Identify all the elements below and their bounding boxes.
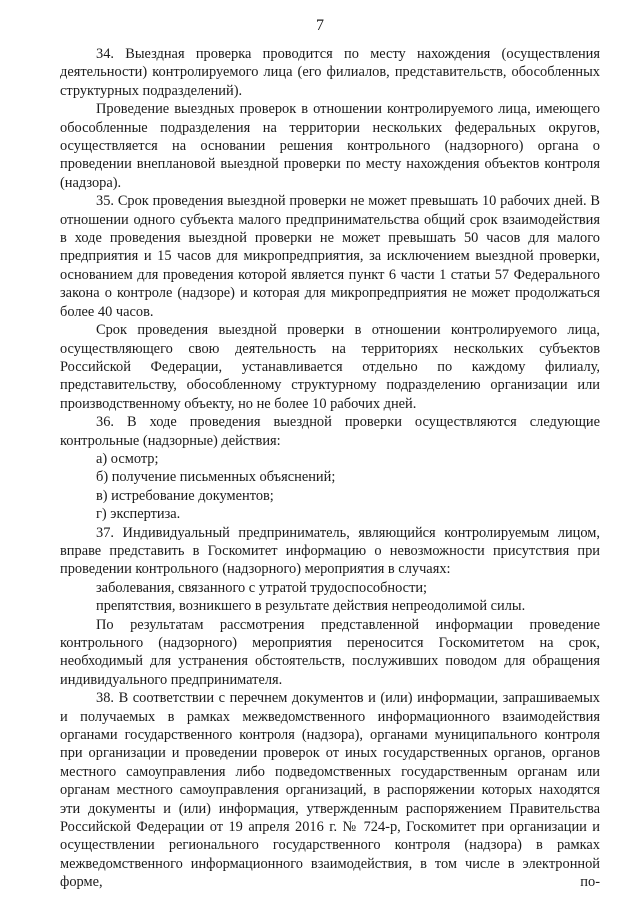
case-force-majeure: препятствия, возникшего в результате действия непреодолимой силы. xyxy=(96,598,526,615)
paragraph-38: 38. В соответствии с перечнем документов и (или) информации, запрашиваемых и получаемых в рамках межведомственного информационного взаимодействия органами государственного контроля (надзора), органами муниципального контроля при организации и проведении проверок от иных государственных органов, органов местного самоуправления либо подведомственных государственным органам или органам местного самоуправления организаций, в распоряжении которых находятся эти документы и (или) информация, утвержденным распоряжением Правительства Российской Федерации от 19 апреля 2016 г. № 724-р, Госкомитет при организации и осуществлении регионального государственного контроля (надзора) в рамках межведомственного информационного взаимодействия, в том числе в электронной форме, по- xyxy=(60,690,600,891)
list-item-d: г) экспертиза. xyxy=(96,506,181,523)
paragraph-34-part-2: Проведение выездных проверок в отношении контролируемого лица, имеющего обособленные подразделения на территории нескольких федеральных округов, осуществляется на основании решения контрольного (надзорного) органа о проведении внеплановой выездной проверки по месту нахождения объектов контроля (надзора). xyxy=(60,101,600,191)
list-item-c: в) истребование документов; xyxy=(96,487,274,504)
case-illness: заболевания, связанного с утратой трудоспособности; xyxy=(96,579,428,596)
paragraph-37: 37. Индивидуальный предприниматель, являющийся контролируемым лицом, вправе представить в Госкомитет информацию о невозможности присутствия при проведении контрольного (надзорного) мероприятия в случаях: xyxy=(60,524,600,578)
paragraph-36: 36. В ходе проведения выездной проверки осуществляются следующие контрольные (надзорные) действия: xyxy=(60,414,600,449)
paragraph-35: 35. Срок проведения выездной проверки не может превышать 10 рабочих дней. В отношении одного субъекта малого предпринимательства общий срок взаимодействия в ходе проведения выездной проверки не может превышать 50 часов для малого предприятия и 15 часов для микропредприятия, за исключением выездной проверки, основанием для проведения которой является пункт 6 части 1 статьи 57 Федерального закона о контроле (надзоре) и которая для микропредприятия не может продолжаться более 40 часов. xyxy=(60,193,600,320)
page-number: 7 xyxy=(316,17,324,34)
list-item-a: а) осмотр; xyxy=(96,450,159,467)
document-body xyxy=(60,45,600,892)
paragraph-34: 34. Выездная проверка проводится по месту нахождения (осуществления деятельности) контролируемого лица (его филиалов, представительств, обособленных структурных подразделений). xyxy=(60,46,600,99)
paragraph-37-part-2: По результатам рассмотрения представленной информации проведение контрольного (надзорного) мероприятия переносится Госкомитетом на срок, необходимый для устранения обстоятельств, послуживших поводом для обращения индивидуального предпринимателя. xyxy=(60,616,600,688)
paragraph-35-part-2: Срок проведения выездной проверки в отношении контролируемого лица, осуществляющего свою деятельность на территориях нескольких субъектов Российской Федерации, устанавливается отдельно по каждому филиалу, представительству, обособленному структурному подразделению организации или производственному объекту, но не более 10 рабочих дней. xyxy=(60,322,600,412)
list-item-b: б) получение письменных объяснений; xyxy=(96,469,336,486)
